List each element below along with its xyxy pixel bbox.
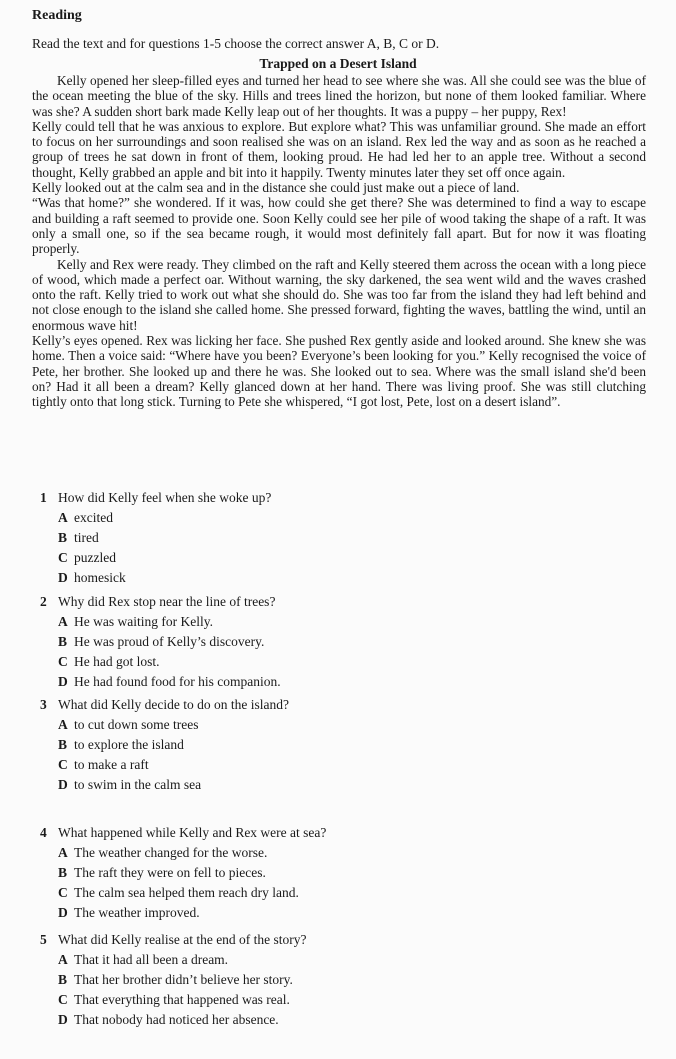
option-text: tired — [74, 530, 99, 545]
answer-option[interactable] — [40, 568, 640, 588]
option-text: He had found food for his companion. — [74, 674, 281, 689]
answer-option[interactable] — [40, 735, 640, 755]
option-letter: B — [58, 972, 68, 987]
option-text: homesick — [74, 570, 126, 585]
option-letter: B — [58, 737, 68, 752]
option-text: to swim in the calm sea — [74, 777, 202, 792]
option-text: The weather improved. — [74, 905, 200, 920]
answer-option[interactable] — [40, 990, 640, 1010]
option-text: The weather changed for the worse. — [74, 845, 268, 860]
question-number: 2 — [40, 594, 47, 609]
option-text: He was waiting for Kelly. — [74, 614, 213, 629]
option-text: The calm sea helped them reach dry land. — [74, 885, 299, 900]
option-letter: C — [58, 757, 68, 772]
question-number: 1 — [40, 490, 47, 505]
option-letter: B — [58, 634, 68, 649]
question-text: How did Kelly feel when she woke up? — [58, 490, 272, 505]
option-letter: A — [58, 510, 68, 525]
option-letter: C — [58, 885, 68, 900]
answer-option[interactable] — [40, 883, 640, 903]
question-4 — [40, 823, 640, 923]
question-1 — [40, 488, 640, 588]
answer-option[interactable] — [40, 528, 640, 548]
answer-option[interactable] — [40, 755, 640, 775]
question-text: What did Kelly decide to do on the island? — [58, 697, 289, 712]
question-text: Why did Rex stop near the line of trees? — [58, 594, 276, 609]
option-text: He had got lost. — [74, 654, 160, 669]
answer-option[interactable] — [40, 672, 640, 692]
option-text: That nobody had noticed her absence. — [74, 1012, 279, 1027]
option-letter: D — [58, 1012, 68, 1027]
answer-option[interactable] — [40, 652, 640, 672]
answer-option[interactable] — [40, 1010, 640, 1030]
question-number: 5 — [40, 932, 47, 947]
option-letter: D — [58, 905, 68, 920]
answer-option[interactable] — [40, 843, 640, 863]
option-letter: D — [58, 674, 68, 689]
option-text: to explore the island — [74, 737, 184, 752]
story-paragraph: Kelly could tell that he was anxious to explore. But explore what? This was unfamiliar ground. She made an effort to focus on her surroundings and soon realised she was on an island. Rex led the way and as soon as he reached a group of trees he sat down in front of them, looking proud. He had led her to an apple tree. Without a second thought, Kelly grabbed an apple and bit into it happily. Twenty minutes later they set off once again. — [32, 118, 646, 180]
option-letter: A — [58, 845, 68, 860]
question-text: What happened while Kelly and Rex were at sea? — [58, 825, 327, 840]
option-letter: B — [58, 865, 68, 880]
option-letter: A — [58, 614, 68, 629]
question-5 — [40, 930, 640, 1030]
option-text: That everything that happened was real. — [74, 992, 290, 1007]
answer-option[interactable] — [40, 950, 640, 970]
option-letter: B — [58, 530, 68, 545]
answer-option[interactable] — [40, 775, 640, 795]
story-paragraph: “Was that home?” she wondered. If it was, how could she get there? She was determined to find a way to escape and building a raft seemed to provide one. Soon Kelly could see her pile of wood taking the shape of a raft. It was only a small one, so if the sea became rough, it would most definitely fall apart. But for now it was floating properly. — [32, 195, 646, 257]
instructions: Read the text and for questions 1-5 choose the correct answer A, B, C or D. — [32, 36, 440, 51]
answer-option[interactable] — [40, 508, 640, 528]
option-letter: C — [58, 550, 68, 565]
option-text: The raft they were on fell to pieces. — [74, 865, 266, 880]
story-text — [32, 73, 646, 410]
story-paragraph: Kelly and Rex were ready. They climbed on the raft and Kelly steered them across the ocean with a long piece of wood, which made a perfect oar. Without warning, the sky darkened, the sea went wild and the waves crashed onto the raft. Kelly tried to work out what she should do. She was too far from the island they had left behind and not close enough to the island she called home. She pressed forward, fighting the waves, battling the wind, until an enormous wave hit! — [32, 256, 646, 333]
option-text: excited — [74, 510, 113, 525]
question-2 — [40, 592, 640, 692]
option-letter: A — [58, 717, 68, 732]
story-paragraph: Kelly’s eyes opened. Rex was licking her face. She pushed Rex gently aside and looked around. She knew she was home. Then a voice said: “Where have you been? Everyone’s been looking for you.” Kelly recognised the voice of Pete, her brother. She looked up and there he was. She looked out to sea. Where was the small island she'd been on? Had it all been a dream? Kelly glanced down at her hand. There was living proof. She was still clutching tightly onto that long stick. Turning to Pete she whispered, “I got lost, Pete, lost on a desert island”. — [32, 333, 646, 410]
answer-option[interactable] — [40, 548, 640, 568]
story-title: Trapped on a Desert Island — [259, 56, 417, 71]
answer-option[interactable] — [40, 903, 640, 923]
answer-option[interactable] — [40, 632, 640, 652]
option-letter: D — [58, 570, 68, 585]
answer-option[interactable] — [40, 612, 640, 632]
question-number: 3 — [40, 697, 47, 712]
option-text: He was proud of Kelly’s discovery. — [74, 634, 265, 649]
option-text: to cut down some trees — [74, 717, 199, 732]
answer-option[interactable] — [40, 863, 640, 883]
option-text: That her brother didn’t believe her story. — [74, 972, 293, 987]
option-letter: C — [58, 654, 68, 669]
answer-option[interactable] — [40, 970, 640, 990]
option-text: puzzled — [74, 550, 116, 565]
option-letter: A — [58, 952, 68, 967]
option-letter: D — [58, 777, 68, 792]
question-number: 4 — [40, 825, 47, 840]
option-letter: C — [58, 992, 68, 1007]
story-paragraph: Kelly looked out at the calm sea and in the distance she could just make out a piece of land. — [32, 180, 520, 196]
question-3 — [40, 695, 640, 795]
section-title: Reading — [32, 8, 82, 23]
question-text: What did Kelly realise at the end of the story? — [58, 932, 307, 947]
story-paragraph: Kelly opened her sleep-filled eyes and turned her head to see where she was. All she could see was the blue of the ocean meeting the blue of the sky. Hills and trees lined the horizon, but none of them looked familiar. Where was she? A sudden short bark made Kelly leap out of her thoughts. It was a puppy – her puppy, Rex! — [32, 73, 646, 119]
option-text: to make a raft — [74, 757, 149, 772]
option-text: That it had all been a dream. — [74, 952, 229, 967]
answer-option[interactable] — [40, 715, 640, 735]
